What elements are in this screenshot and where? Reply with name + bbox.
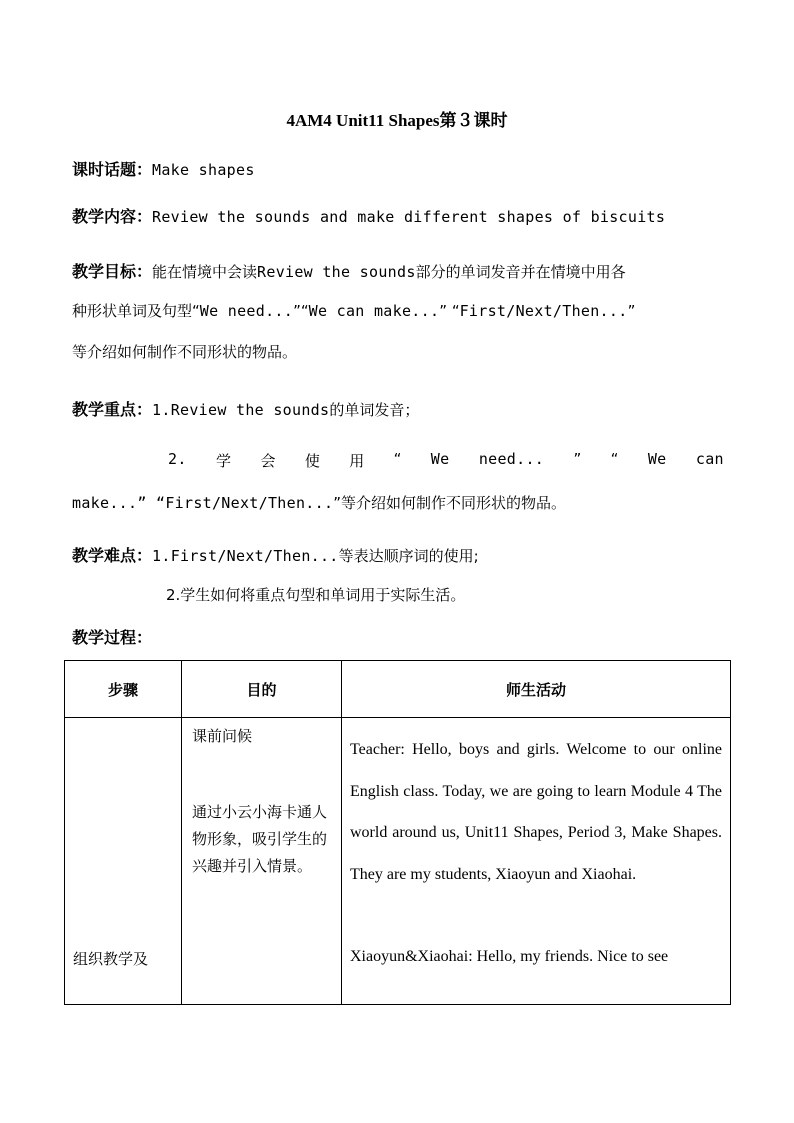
objectives-text-2c: ”“ [293, 302, 309, 320]
spread-word: 学 [216, 452, 232, 470]
spread-word: can [695, 450, 724, 468]
spread-word: “ [393, 450, 402, 468]
objectives-text-2f: First/Next/Then... [459, 302, 628, 320]
spread-word: “ [610, 450, 619, 468]
content-line [72, 204, 665, 227]
spread-word: need... [478, 450, 545, 468]
purpose-description: 通过小云小海卡通人物形象，吸引学生的兴趣并引入情景。 [192, 803, 328, 875]
key-point-2-line1 [168, 450, 724, 471]
difficulty-1-en: First/Next/Then... [170, 547, 339, 565]
content-value-part2: and make different shapes of biscuits [310, 208, 666, 226]
objectives-text-2e: ” “ [439, 302, 460, 320]
key-points-line1 [72, 397, 419, 420]
spread-word: We [430, 450, 450, 468]
header-activity: 师生活动 [342, 661, 731, 718]
difficulties-label: 教学难点： [72, 546, 153, 565]
process-table [64, 660, 731, 1005]
activity-teacher-intro: Teacher: Hello, boys and girls. Welcome to our online English class. Today, we are going to learn Module 4 The world around us, Unit11 Shapes, Period 3, Make Shapes. They are my students, Xiaoyun and Xiaohai. [350, 741, 722, 883]
activity-cell [342, 718, 731, 1005]
key-point-2-make: make... [72, 494, 138, 512]
content-value-part1: Review the sounds [152, 208, 311, 226]
key-point-1-num: 1. [152, 401, 171, 419]
difficulties-line2 [166, 584, 465, 605]
topic-line [72, 157, 255, 180]
activity-students-reply: Xiaoyun&Xiaohai: Hello, my friends. Nice to see [350, 948, 669, 965]
objectives-line2 [72, 300, 635, 321]
content-label: 教学内容： [72, 207, 153, 226]
spread-word: We [647, 450, 667, 468]
spread-word: 用 [349, 452, 365, 470]
table-row [65, 718, 731, 1005]
header-purpose: 目的 [182, 661, 342, 718]
objectives-text-3: 等介绍如何制作不同形状的物品。 [72, 343, 298, 361]
spread-word: ” [573, 450, 582, 468]
objectives-text-2d: We can make... [308, 302, 440, 320]
topic-value: Make shapes [152, 161, 255, 179]
key-point-1-cn: 的单词发音； [329, 401, 420, 419]
key-points-label: 教学重点： [72, 400, 153, 419]
objectives-text-2b: We need... [199, 302, 294, 320]
difficulties-line1 [72, 543, 479, 566]
difficulty-2: 2.学生如何将重点句型和单词用于实际生活。 [166, 586, 466, 604]
difficulty-1-num: 1. [152, 547, 171, 565]
step-text: 组织教学及 [73, 950, 149, 968]
process-label: 教学过程： [72, 628, 153, 647]
header-step: 步骤 [65, 661, 182, 718]
objectives-text-1c: 部分的单词发音并在情境中用各 [415, 263, 626, 281]
spread-word: 会 [260, 452, 276, 470]
step-cell [65, 718, 182, 1005]
spread-word: 使 [304, 452, 320, 470]
objectives-text-1a: 能在情境中会读 [152, 263, 258, 281]
objectives-text-2a: 种形状单词及句型“ [72, 302, 200, 320]
key-point-2-sequence: ” “First/Next/Then... [137, 494, 334, 512]
objectives-text-1b: Review the sounds [257, 263, 416, 281]
spread-word: 2. [168, 450, 187, 468]
difficulty-1-cn: 等表达顺序词的使用; [338, 547, 479, 565]
purpose-cell [182, 718, 342, 1005]
objectives-line3 [72, 341, 297, 362]
objectives-text-2g: ” [627, 302, 636, 320]
key-point-2-cn: ”等介绍如何制作不同形状的物品。 [333, 494, 567, 512]
table-header-row [65, 661, 731, 718]
key-point-2-line2 [72, 492, 566, 513]
key-point-1-en: Review the sounds [170, 401, 330, 419]
process-line [72, 625, 152, 648]
topic-label: 课时话题： [72, 160, 153, 179]
objectives-label: 教学目标： [72, 262, 153, 281]
objectives-line1 [72, 259, 626, 282]
purpose-greeting: 课前问候 [192, 727, 253, 745]
document-title: 4AM4 Unit11 Shapes第３课时 [286, 111, 508, 130]
